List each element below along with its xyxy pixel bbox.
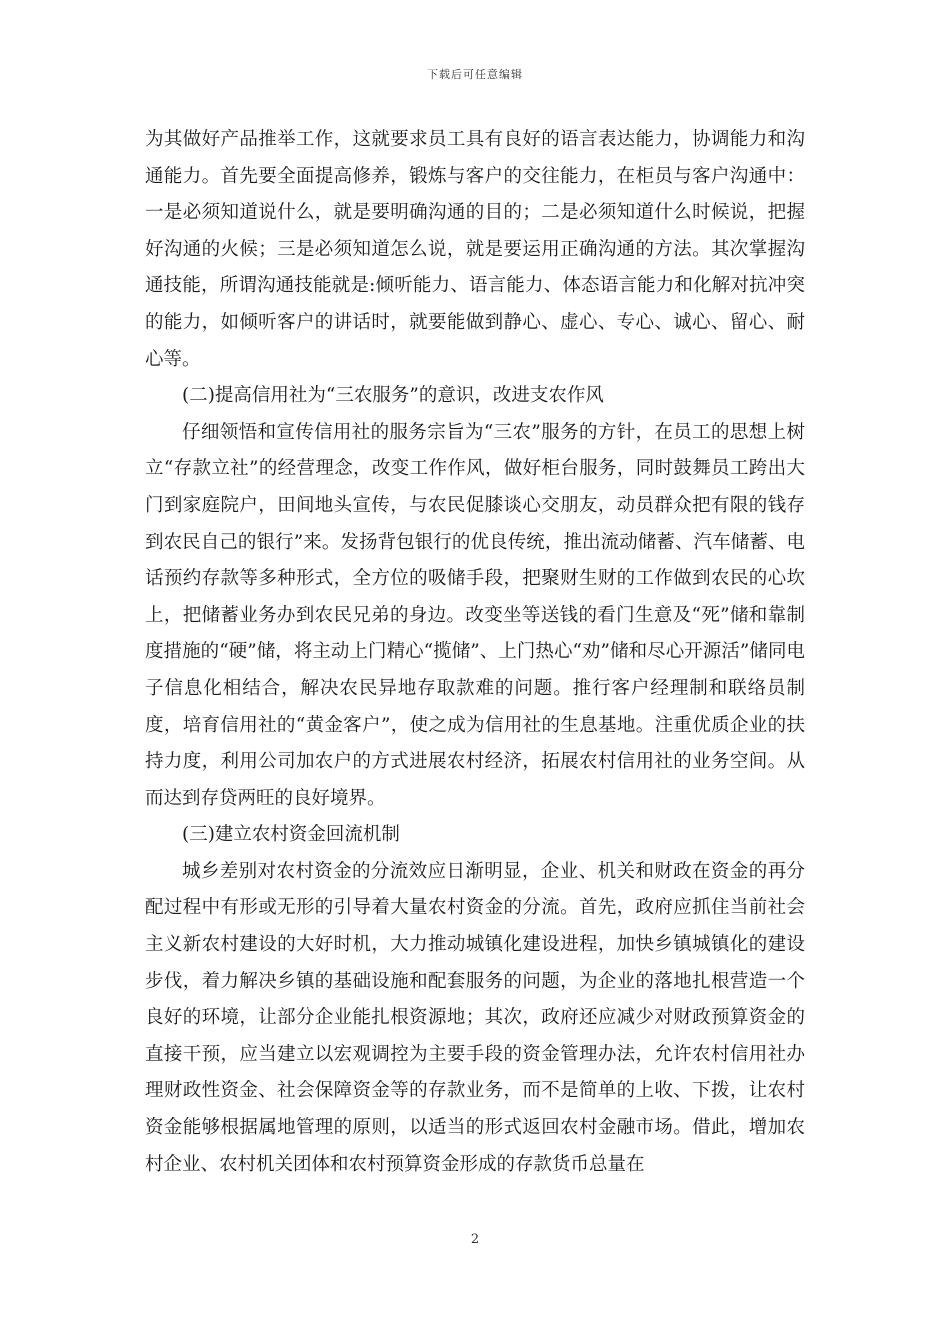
section-heading-2: (二)提高信用社为“三农服务”的意识，改进支农作风	[182, 385, 604, 407]
paragraph-service-style: 仔细领悟和宣传信用社的服务宗旨为“三农”服务的方针，在员工的思想上树立“存款立社”的经营理念，改变工作作风，做好柜台服务，同时鼓舞员工跨出大门到家庭院户，田间地头宣传，与农民促膝谈心交朋友，动员群众把有限的钱存到农民自己的银行”来。发扬背包银行的优良传统，推出流动储蓄、汽车储蓄、电话预约存款等多种形式，全方位的吸储手段，把聚财生财的工作做到农民的心坎上，把储蓄业务办到农民兄弟的身边。改变坐等送钱的看门生意及“死”储和靠制度措施的“硬”储，将主动上门精心“揽储”、上门热心“劝”储和尽心开源活”储同电子信息化相结合，解决农民异地存取款难的问题。推行客户经理制和联络员制度，培育信用社的“黄金客户”，使之成为信用社的生息基地。注重优质企业的扶持力度，利用公司加农户的方式进展农村经济，拓展农村信用社的业务空间。从而达到存贷两旺的良好境界。	[145, 421, 805, 809]
page-header: 下载后可任意编辑	[427, 68, 523, 81]
section-heading-3: (三)建立农村资金回流机制	[182, 824, 400, 846]
document-body	[145, 122, 805, 1183]
paragraph-continuation: 为其做好产品推举工作，这就要求员工具有良好的语言表达能力，协调能力和沟通能力。首先要全面提高修养，锻炼与客户的交往能力，在柜员与客户沟通中：一是必须知道说什么，就是要明确沟通的目的；二是必须知道什么时候说，把握好沟通的火候；三是必须知道怎么说，就是要运用正确沟通的方法。其次掌握沟通技能，所谓沟通技能就是:倾听能力、语言能力、体态语言能力和化解对抗冲突的能力，如倾听客户的讲话时，就要能做到静心、虚心、专心、诚心、留心、耐心等。	[145, 129, 805, 370]
page-number: 2	[470, 1232, 480, 1247]
paragraph-capital-return: 城乡差别对农村资金的分流效应日渐明显，企业、机关和财政在资金的再分配过程中有形或无形的引导着大量农村资金的分流。首先，政府应抓住当前社会主义新农村建设的大好时机，大力推动城镇化建设进程，加快乡镇城镇化的建设步伐，着力解决乡镇的基础设施和配套服务的问题，为企业的落地扎根营造一个良好的环境，让部分企业能扎根资源地；其次，政府还应减少对财政预算资金的直接干预，应当建立以宏观调控为主要手段的资金管理办法，允许农村信用社办理财政性资金、社会保障资金等的存款业务，而不是简单的上收、下拨，让农村资金能够根据属地管理的原则，以适当的形式返回农村金融市场。借此，增加农村企业、农村机关团体和农村预算资金形成的存款货币总量在	[145, 860, 805, 1175]
